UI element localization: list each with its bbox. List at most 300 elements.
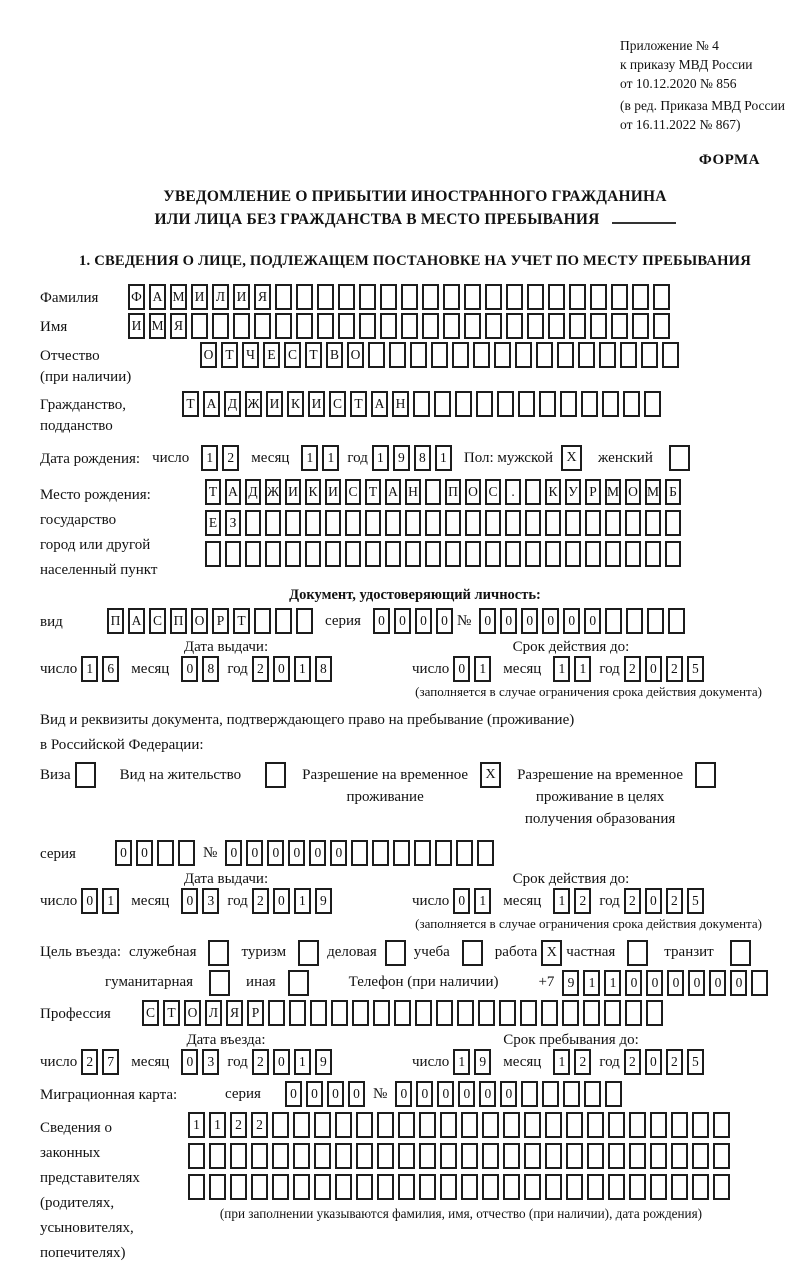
char-cell[interactable] [464, 313, 481, 339]
char-cell[interactable]: 0 [273, 888, 290, 914]
char-cell[interactable]: 2 [252, 888, 269, 914]
char-cell[interactable]: 0 [563, 608, 580, 634]
char-cell[interactable]: 1 [294, 1049, 311, 1075]
char-cell[interactable] [599, 342, 616, 368]
char-cell[interactable]: Е [263, 342, 280, 368]
char-cell[interactable] [338, 313, 355, 339]
char-cell[interactable] [275, 284, 292, 310]
char-cell[interactable]: 0 [542, 608, 559, 634]
char-cell[interactable] [629, 1174, 646, 1200]
char-cell[interactable]: 9 [562, 970, 579, 996]
char-cell[interactable]: 3 [202, 888, 219, 914]
char-cell[interactable]: 0 [645, 888, 662, 914]
char-cell[interactable] [525, 510, 541, 536]
char-cell[interactable] [653, 313, 670, 339]
char-cell[interactable] [393, 840, 410, 866]
char-cell[interactable] [425, 479, 441, 505]
char-cell[interactable]: Ж [265, 479, 281, 505]
char-cell[interactable] [581, 391, 598, 417]
char-cell[interactable] [626, 608, 643, 634]
char-cell[interactable]: 1 [553, 1049, 570, 1075]
char-cell[interactable] [545, 510, 561, 536]
char-cell[interactable]: 2 [666, 656, 683, 682]
char-cell[interactable]: А [371, 391, 388, 417]
char-cell[interactable]: С [485, 479, 501, 505]
char-cell[interactable] [314, 1174, 331, 1200]
char-cell[interactable] [602, 391, 619, 417]
char-cell[interactable] [545, 1174, 562, 1200]
char-cell[interactable] [482, 1174, 499, 1200]
char-cell[interactable]: 0 [667, 970, 684, 996]
char-cell[interactable] [443, 284, 460, 310]
purpose-private-checkbox[interactable] [627, 940, 648, 966]
char-cell[interactable]: 1 [574, 656, 591, 682]
residence-permit-checkbox[interactable] [265, 762, 286, 788]
char-cell[interactable]: 5 [687, 888, 704, 914]
char-cell[interactable]: 9 [315, 1049, 332, 1075]
char-cell[interactable]: Р [212, 608, 229, 634]
char-cell[interactable] [419, 1112, 436, 1138]
char-cell[interactable] [398, 1143, 415, 1169]
char-cell[interactable]: И [308, 391, 325, 417]
purpose-study-checkbox[interactable] [462, 940, 483, 966]
char-cell[interactable] [440, 1112, 457, 1138]
char-cell[interactable] [275, 313, 292, 339]
char-cell[interactable]: Я [254, 284, 271, 310]
char-cell[interactable]: 1 [435, 445, 452, 471]
char-cell[interactable] [425, 510, 441, 536]
char-cell[interactable]: П [445, 479, 461, 505]
char-cell[interactable]: 8 [202, 656, 219, 682]
char-cell[interactable] [605, 608, 622, 634]
char-cell[interactable]: Я [170, 313, 187, 339]
char-cell[interactable]: К [287, 391, 304, 417]
char-cell[interactable]: Ч [242, 342, 259, 368]
char-cell[interactable]: 0 [415, 608, 432, 634]
char-cell[interactable]: 2 [666, 888, 683, 914]
char-cell[interactable]: 0 [436, 608, 453, 634]
char-cell[interactable] [265, 541, 281, 567]
male-checkbox[interactable]: X [561, 445, 582, 471]
char-cell[interactable] [751, 970, 768, 996]
char-cell[interactable] [497, 391, 514, 417]
char-cell[interactable]: Б [665, 479, 681, 505]
char-cell[interactable]: Т [163, 1000, 180, 1026]
char-cell[interactable]: 0 [437, 1081, 454, 1107]
char-cell[interactable] [272, 1174, 289, 1200]
char-cell[interactable]: А [203, 391, 220, 417]
char-cell[interactable] [671, 1143, 688, 1169]
char-cell[interactable]: 0 [306, 1081, 323, 1107]
char-cell[interactable]: 0 [225, 840, 242, 866]
char-cell[interactable]: 0 [645, 1049, 662, 1075]
char-cell[interactable] [434, 391, 451, 417]
char-cell[interactable]: А [385, 479, 401, 505]
char-cell[interactable] [520, 1000, 537, 1026]
char-cell[interactable]: С [329, 391, 346, 417]
char-cell[interactable] [188, 1174, 205, 1200]
char-cell[interactable] [377, 1112, 394, 1138]
char-cell[interactable] [650, 1143, 667, 1169]
char-cell[interactable] [473, 342, 490, 368]
char-cell[interactable]: 0 [479, 608, 496, 634]
char-cell[interactable] [188, 1143, 205, 1169]
char-cell[interactable] [317, 284, 334, 310]
char-cell[interactable] [414, 840, 431, 866]
char-cell[interactable] [305, 510, 321, 536]
char-cell[interactable]: З [225, 510, 241, 536]
char-cell[interactable] [289, 1000, 306, 1026]
char-cell[interactable]: Д [224, 391, 241, 417]
char-cell[interactable] [191, 313, 208, 339]
char-cell[interactable] [272, 1112, 289, 1138]
char-cell[interactable]: Т [365, 479, 381, 505]
char-cell[interactable] [275, 608, 292, 634]
char-cell[interactable] [590, 313, 607, 339]
char-cell[interactable]: 9 [474, 1049, 491, 1075]
char-cell[interactable] [456, 840, 473, 866]
char-cell[interactable]: Ж [245, 391, 262, 417]
char-cell[interactable]: 0 [181, 1049, 198, 1075]
char-cell[interactable]: Я [226, 1000, 243, 1026]
char-cell[interactable] [368, 342, 385, 368]
char-cell[interactable] [440, 1174, 457, 1200]
char-cell[interactable] [632, 284, 649, 310]
char-cell[interactable] [359, 284, 376, 310]
char-cell[interactable]: И [325, 479, 341, 505]
char-cell[interactable]: 2 [230, 1112, 247, 1138]
char-cell[interactable] [233, 313, 250, 339]
char-cell[interactable] [405, 510, 421, 536]
char-cell[interactable]: 3 [202, 1049, 219, 1075]
char-cell[interactable]: 2 [574, 888, 591, 914]
char-cell[interactable]: 1 [553, 888, 570, 914]
char-cell[interactable] [394, 1000, 411, 1026]
char-cell[interactable] [608, 1174, 625, 1200]
char-cell[interactable] [505, 541, 521, 567]
char-cell[interactable] [422, 284, 439, 310]
char-cell[interactable] [525, 541, 541, 567]
char-cell[interactable]: Н [405, 479, 421, 505]
char-cell[interactable] [632, 313, 649, 339]
char-cell[interactable]: 2 [666, 1049, 683, 1075]
char-cell[interactable]: 5 [687, 1049, 704, 1075]
char-cell[interactable] [505, 510, 521, 536]
char-cell[interactable] [650, 1174, 667, 1200]
char-cell[interactable] [293, 1112, 310, 1138]
char-cell[interactable] [380, 313, 397, 339]
char-cell[interactable] [605, 510, 621, 536]
char-cell[interactable]: 1 [474, 656, 491, 682]
char-cell[interactable]: 0 [645, 656, 662, 682]
char-cell[interactable]: М [170, 284, 187, 310]
char-cell[interactable] [515, 342, 532, 368]
char-cell[interactable]: 0 [395, 1081, 412, 1107]
char-cell[interactable] [506, 284, 523, 310]
char-cell[interactable] [440, 1143, 457, 1169]
char-cell[interactable] [398, 1112, 415, 1138]
char-cell[interactable]: 1 [583, 970, 600, 996]
char-cell[interactable] [605, 1081, 622, 1107]
char-cell[interactable]: 1 [322, 445, 339, 471]
char-cell[interactable] [611, 284, 628, 310]
char-cell[interactable] [310, 1000, 327, 1026]
char-cell[interactable] [209, 1174, 226, 1200]
char-cell[interactable] [566, 1174, 583, 1200]
char-cell[interactable] [335, 1112, 352, 1138]
char-cell[interactable]: 2 [624, 888, 641, 914]
char-cell[interactable] [590, 284, 607, 310]
char-cell[interactable] [331, 1000, 348, 1026]
char-cell[interactable]: Т [305, 342, 322, 368]
char-cell[interactable]: И [191, 284, 208, 310]
char-cell[interactable]: О [184, 1000, 201, 1026]
char-cell[interactable]: П [107, 608, 124, 634]
char-cell[interactable]: 0 [584, 608, 601, 634]
char-cell[interactable] [356, 1112, 373, 1138]
char-cell[interactable] [445, 541, 461, 567]
char-cell[interactable]: Ф [128, 284, 145, 310]
char-cell[interactable] [405, 541, 421, 567]
char-cell[interactable]: 0 [453, 888, 470, 914]
char-cell[interactable] [692, 1112, 709, 1138]
char-cell[interactable]: П [170, 608, 187, 634]
char-cell[interactable] [251, 1143, 268, 1169]
char-cell[interactable]: 0 [730, 970, 747, 996]
char-cell[interactable]: 8 [315, 656, 332, 682]
char-cell[interactable] [212, 313, 229, 339]
char-cell[interactable] [452, 342, 469, 368]
char-cell[interactable]: У [565, 479, 581, 505]
char-cell[interactable]: 0 [327, 1081, 344, 1107]
char-cell[interactable] [485, 284, 502, 310]
char-cell[interactable]: 1 [81, 656, 98, 682]
char-cell[interactable] [527, 313, 544, 339]
char-cell[interactable]: А [225, 479, 241, 505]
char-cell[interactable]: Л [212, 284, 229, 310]
char-cell[interactable] [209, 1143, 226, 1169]
char-cell[interactable]: Т [205, 479, 221, 505]
char-cell[interactable] [157, 840, 174, 866]
char-cell[interactable]: 0 [115, 840, 132, 866]
char-cell[interactable] [445, 510, 461, 536]
char-cell[interactable]: 1 [294, 888, 311, 914]
char-cell[interactable]: Н [392, 391, 409, 417]
char-cell[interactable] [545, 1112, 562, 1138]
char-cell[interactable] [385, 541, 401, 567]
char-cell[interactable] [356, 1174, 373, 1200]
char-cell[interactable]: 0 [136, 840, 153, 866]
visa-checkbox[interactable] [75, 762, 96, 788]
char-cell[interactable]: 0 [521, 608, 538, 634]
char-cell[interactable]: И [128, 313, 145, 339]
char-cell[interactable]: Т [182, 391, 199, 417]
char-cell[interactable]: 0 [273, 656, 290, 682]
char-cell[interactable] [245, 510, 261, 536]
char-cell[interactable]: И [233, 284, 250, 310]
char-cell[interactable]: 2 [81, 1049, 98, 1075]
char-cell[interactable] [587, 1143, 604, 1169]
char-cell[interactable] [285, 510, 301, 536]
char-cell[interactable] [296, 284, 313, 310]
char-cell[interactable] [536, 342, 553, 368]
char-cell[interactable] [566, 1143, 583, 1169]
char-cell[interactable] [385, 510, 401, 536]
char-cell[interactable]: М [645, 479, 661, 505]
char-cell[interactable] [359, 313, 376, 339]
char-cell[interactable] [525, 479, 541, 505]
purpose-transit-checkbox[interactable] [730, 940, 751, 966]
char-cell[interactable]: А [149, 284, 166, 310]
char-cell[interactable] [401, 313, 418, 339]
char-cell[interactable] [587, 1174, 604, 1200]
char-cell[interactable]: С [345, 479, 361, 505]
char-cell[interactable]: 0 [309, 840, 326, 866]
char-cell[interactable]: Т [233, 608, 250, 634]
char-cell[interactable] [482, 1143, 499, 1169]
char-cell[interactable] [503, 1174, 520, 1200]
char-cell[interactable] [585, 510, 601, 536]
char-cell[interactable] [422, 313, 439, 339]
char-cell[interactable]: 6 [102, 656, 119, 682]
char-cell[interactable] [419, 1174, 436, 1200]
char-cell[interactable]: М [605, 479, 621, 505]
char-cell[interactable]: . [505, 479, 521, 505]
char-cell[interactable] [465, 510, 481, 536]
char-cell[interactable] [335, 1174, 352, 1200]
char-cell[interactable]: 0 [285, 1081, 302, 1107]
char-cell[interactable]: 1 [372, 445, 389, 471]
char-cell[interactable]: 0 [181, 888, 198, 914]
char-cell[interactable]: 0 [348, 1081, 365, 1107]
char-cell[interactable] [644, 391, 661, 417]
char-cell[interactable] [356, 1143, 373, 1169]
char-cell[interactable] [345, 541, 361, 567]
char-cell[interactable] [645, 510, 661, 536]
char-cell[interactable] [503, 1112, 520, 1138]
char-cell[interactable]: 8 [414, 445, 431, 471]
char-cell[interactable] [542, 1081, 559, 1107]
char-cell[interactable] [692, 1143, 709, 1169]
char-cell[interactable] [410, 342, 427, 368]
char-cell[interactable] [608, 1143, 625, 1169]
char-cell[interactable]: 9 [315, 888, 332, 914]
char-cell[interactable]: И [285, 479, 301, 505]
char-cell[interactable] [569, 313, 586, 339]
char-cell[interactable] [317, 313, 334, 339]
char-cell[interactable]: С [149, 608, 166, 634]
char-cell[interactable]: 0 [246, 840, 263, 866]
char-cell[interactable]: 1 [553, 656, 570, 682]
char-cell[interactable] [296, 608, 313, 634]
char-cell[interactable] [178, 840, 195, 866]
char-cell[interactable] [465, 541, 481, 567]
char-cell[interactable]: 2 [222, 445, 239, 471]
char-cell[interactable] [443, 313, 460, 339]
char-cell[interactable] [254, 608, 271, 634]
char-cell[interactable]: 2 [624, 656, 641, 682]
char-cell[interactable] [583, 1000, 600, 1026]
char-cell[interactable]: Р [585, 479, 601, 505]
char-cell[interactable] [623, 391, 640, 417]
char-cell[interactable] [225, 541, 241, 567]
char-cell[interactable] [645, 541, 661, 567]
char-cell[interactable] [413, 391, 430, 417]
char-cell[interactable] [352, 1000, 369, 1026]
char-cell[interactable] [457, 1000, 474, 1026]
char-cell[interactable]: Т [350, 391, 367, 417]
char-cell[interactable] [671, 1174, 688, 1200]
char-cell[interactable] [365, 541, 381, 567]
char-cell[interactable]: Е [205, 510, 221, 536]
char-cell[interactable] [563, 1081, 580, 1107]
char-cell[interactable]: 0 [394, 608, 411, 634]
char-cell[interactable] [662, 342, 679, 368]
char-cell[interactable] [425, 541, 441, 567]
char-cell[interactable]: О [347, 342, 364, 368]
char-cell[interactable] [293, 1143, 310, 1169]
char-cell[interactable] [485, 510, 501, 536]
char-cell[interactable] [578, 342, 595, 368]
char-cell[interactable] [524, 1143, 541, 1169]
char-cell[interactable] [245, 541, 261, 567]
char-cell[interactable]: 0 [416, 1081, 433, 1107]
char-cell[interactable] [325, 541, 341, 567]
char-cell[interactable]: 0 [458, 1081, 475, 1107]
char-cell[interactable]: А [128, 608, 145, 634]
char-cell[interactable]: Д [245, 479, 261, 505]
char-cell[interactable]: К [545, 479, 561, 505]
char-cell[interactable]: 0 [709, 970, 726, 996]
char-cell[interactable] [560, 391, 577, 417]
char-cell[interactable] [461, 1112, 478, 1138]
char-cell[interactable] [296, 313, 313, 339]
char-cell[interactable] [268, 1000, 285, 1026]
char-cell[interactable]: 0 [373, 608, 390, 634]
char-cell[interactable]: С [284, 342, 301, 368]
char-cell[interactable]: Л [205, 1000, 222, 1026]
char-cell[interactable] [461, 1143, 478, 1169]
char-cell[interactable]: В [326, 342, 343, 368]
char-cell[interactable] [557, 342, 574, 368]
char-cell[interactable]: 0 [267, 840, 284, 866]
char-cell[interactable] [541, 1000, 558, 1026]
char-cell[interactable]: 2 [624, 1049, 641, 1075]
char-cell[interactable] [293, 1174, 310, 1200]
char-cell[interactable] [524, 1174, 541, 1200]
char-cell[interactable] [587, 1112, 604, 1138]
char-cell[interactable] [372, 840, 389, 866]
char-cell[interactable]: 1 [474, 888, 491, 914]
char-cell[interactable] [401, 284, 418, 310]
female-checkbox[interactable] [669, 445, 690, 471]
char-cell[interactable] [398, 1174, 415, 1200]
purpose-humanitarian-checkbox[interactable] [209, 970, 230, 996]
char-cell[interactable]: О [200, 342, 217, 368]
char-cell[interactable]: 7 [102, 1049, 119, 1075]
char-cell[interactable]: О [465, 479, 481, 505]
char-cell[interactable]: 0 [500, 608, 517, 634]
char-cell[interactable] [548, 313, 565, 339]
char-cell[interactable]: Р [247, 1000, 264, 1026]
char-cell[interactable]: 1 [301, 445, 318, 471]
char-cell[interactable]: 0 [479, 1081, 496, 1107]
char-cell[interactable] [692, 1174, 709, 1200]
char-cell[interactable] [647, 608, 664, 634]
char-cell[interactable] [521, 1081, 538, 1107]
char-cell[interactable]: 0 [330, 840, 347, 866]
char-cell[interactable] [506, 313, 523, 339]
